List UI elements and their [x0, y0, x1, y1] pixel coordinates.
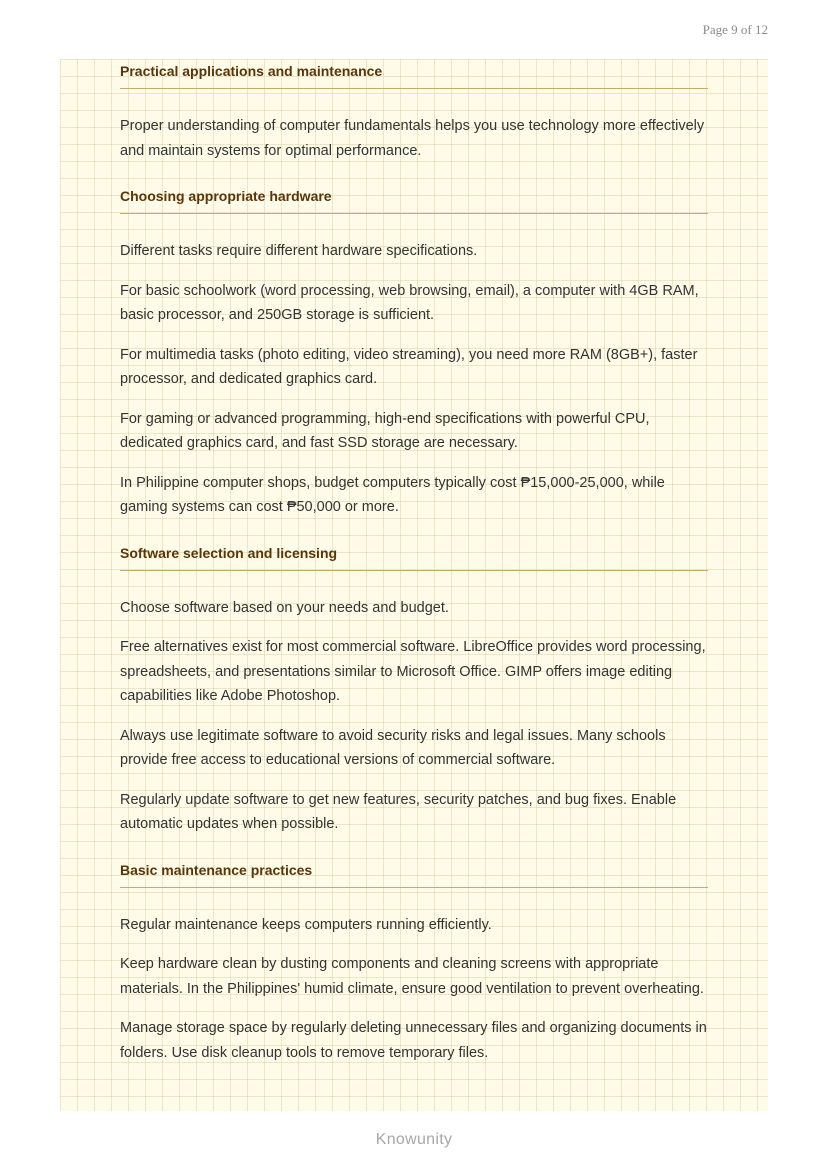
paragraph: Always use legitimate software to avoid security risks and legal issues. Many schools provide free access to educational versions of commercial software. — [120, 727, 666, 768]
page-number: Page 9 of 12 — [702, 22, 768, 37]
section-heading: Software selection and licensing — [120, 541, 708, 571]
paragraph: Choose software based on your needs and budget. — [120, 599, 449, 616]
section-heading: Choosing appropriate hardware — [120, 184, 708, 214]
paragraph: For basic schoolwork (word processing, web browsing, email), a computer with 4GB RAM, basic processor, and 250GB storage is sufficient. — [120, 282, 699, 323]
section-software-licensing — [120, 541, 708, 837]
section-heading: Basic maintenance practices — [120, 858, 708, 888]
paragraph: Manage storage space by regularly deleting unnecessary files and organizing documents in folders. Use disk cleanup tools to remove temporary files. — [120, 1020, 707, 1061]
paragraph: Regularly update software to get new features, security patches, and bug fixes. Enable automatic updates when possible. — [120, 791, 677, 832]
paragraph: For gaming or advanced programming, high-end specifications with powerful CPU, dedicated graphics card, and fast SSD storage are necessary. — [120, 410, 650, 451]
paragraph: For multimedia tasks (photo editing, video streaming), you need more RAM (8GB+), faster processor, and dedicated graphics card. — [120, 346, 698, 387]
paragraph: Different tasks require different hardware specifications. — [120, 243, 478, 259]
section-choosing-hardware — [120, 184, 708, 520]
section-heading: Practical applications and maintenance — [120, 59, 708, 89]
page-content — [120, 59, 708, 1080]
paragraph: Regular maintenance keeps computers running efficiently. — [120, 916, 492, 933]
grid-paper-page — [60, 59, 768, 1111]
paragraph: Keep hardware clean by dusting components and cleaning screens with appropriate materials. In the Philippines' humid climate, ensure good ventilation to prevent overheating. — [120, 956, 704, 997]
section-basic-maintenance — [120, 858, 708, 1066]
paragraph: Free alternatives exist for most commercial software. LibreOffice provides word processing, spreadsheets, and presentations similar to Microsoft Office. GIMP offers image editing capabilities like Adobe Photoshop. — [120, 639, 706, 704]
section-practical-applications — [120, 59, 708, 163]
paragraph: In Philippine computer shops, budget computers typically cost ₱15,000-25,000, while gaming systems can cost ₱50,000 or more. — [120, 474, 665, 515]
paragraph: Proper understanding of computer fundamentals helps you use technology more effectively and maintain systems for optimal performance. — [120, 118, 705, 159]
knowunity-watermark: Knowunity — [375, 1131, 453, 1148]
